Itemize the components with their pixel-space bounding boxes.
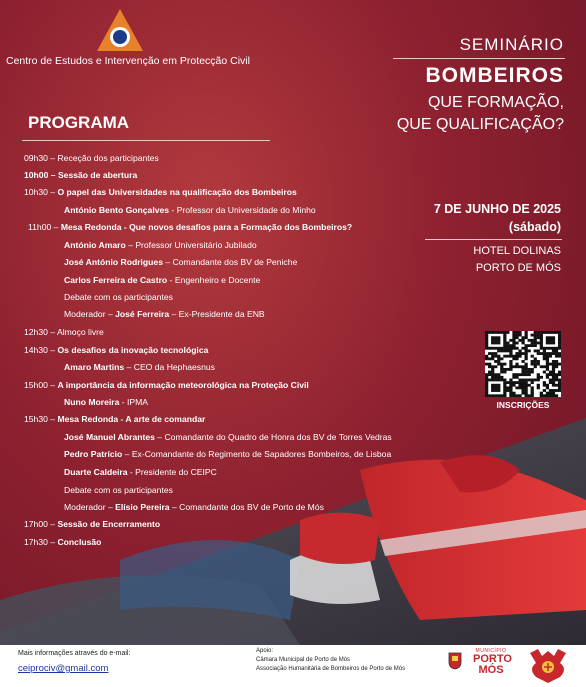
agenda-speaker: Amaro Martins – CEO da Hephaesnus	[64, 362, 215, 372]
event-date: 7 DE JUNHO DE 2025	[433, 202, 561, 216]
agenda-item: 17h30 – Conclusão	[24, 537, 102, 547]
firefighters-crest-icon	[526, 647, 570, 685]
agenda-item: 10h30 – O papel das Universidades na qualificação dos Bombeiros	[24, 187, 297, 197]
municipio-label: MUNICÍPIO	[475, 648, 507, 654]
programa-title: PROGRAMA	[28, 113, 130, 132]
agenda-item: 09h30 – Receção dos participantes	[24, 153, 159, 163]
agenda-speaker: Pedro Patrício – Ex-Comandante do Regimento de Sapadores Bombeiros, de Lisboa	[64, 449, 392, 459]
date-divider	[425, 239, 562, 240]
agenda-note: Debate com os participantes	[64, 485, 173, 495]
agenda-speaker: José Manuel Abrantes – Comandante do Quadro de Honra dos BV de Torres Vedras	[64, 432, 392, 442]
subtitle-line2: QUE QUALIFICAÇÃO?	[396, 116, 564, 133]
supporter-2: Associação Humanitária de Bombeiros de Porto de Mós	[256, 666, 406, 672]
qr-code-icon[interactable]	[485, 331, 561, 397]
programa-divider	[22, 140, 270, 141]
agenda-item: 11h00 – Mesa Redonda - Que novos desafios para a Formação dos Bombeiros?	[28, 222, 353, 232]
agenda-speaker: António Amaro – Professor Universitário Jubilado	[64, 240, 257, 250]
agenda-moderator: Moderador – Elísio Pereira – Comandante dos BV de Porto de Mós	[64, 502, 324, 512]
agenda-speaker: António Bento Gonçalves - Professor da Universidade do Minho	[64, 205, 316, 215]
agenda-moderator: Moderador – José Ferreira – Ex-Presidente da ENB	[64, 309, 265, 319]
municipio-logo	[467, 648, 515, 678]
agenda-speaker: Duarte Caldeira - Presidente do CEIPC	[64, 467, 217, 477]
title-divider	[393, 58, 565, 59]
org-name: Centro de Estudos e Intervenção em Protecção Civil	[6, 55, 250, 67]
agenda-speaker: Nuno Moreira - IPMA	[64, 397, 149, 407]
agenda-speaker: Carlos Ferreira de Castro - Engenheiro e Docente	[64, 275, 261, 285]
contact-email-link[interactable]: ceiprociv@gmail.com	[18, 663, 109, 674]
supporter-1: Câmara Municipal de Porto de Mós	[256, 657, 351, 663]
agenda-item: 15h00 – A importância da informação meteorológica na Proteção Civil	[24, 380, 309, 390]
support-block	[256, 647, 405, 674]
agenda-item: 14h30 – Os desafios da inovação tecnológica	[24, 345, 209, 355]
subtitle-line1: QUE FORMAÇÃO,	[427, 94, 564, 111]
event-venue: HOTEL DOLINAS	[473, 245, 561, 257]
agenda-speaker: José António Rodrigues – Comandante dos BV de Peniche	[64, 257, 298, 267]
agenda-item: 12h30 – Almoço livre	[24, 327, 104, 337]
agenda-note: Debate com os participantes	[64, 292, 173, 302]
ceipc-logo-icon	[96, 8, 144, 52]
agenda-item: 17h00 – Sessão de Encerramento	[24, 519, 161, 529]
register-label[interactable]: INSCRIÇÕES	[496, 400, 550, 410]
event-type: SEMINÁRIO	[459, 35, 564, 54]
event-city: PORTO DE MÓS	[475, 262, 561, 274]
more-info-text: Mais informações através do e-mail:	[18, 650, 131, 657]
event-weekday: (sábado)	[508, 220, 561, 234]
municipal-crest-icon	[448, 652, 462, 670]
event-title: BOMBEIROS	[425, 64, 564, 87]
support-label: Apoio:	[256, 648, 274, 654]
agenda-item: 15h30 – Mesa Redonda - A arte de comandar	[24, 414, 206, 424]
agenda-item: 10h00 – Sessão de abertura	[24, 170, 138, 180]
municipio-name: PORTO MÓS	[473, 653, 512, 676]
